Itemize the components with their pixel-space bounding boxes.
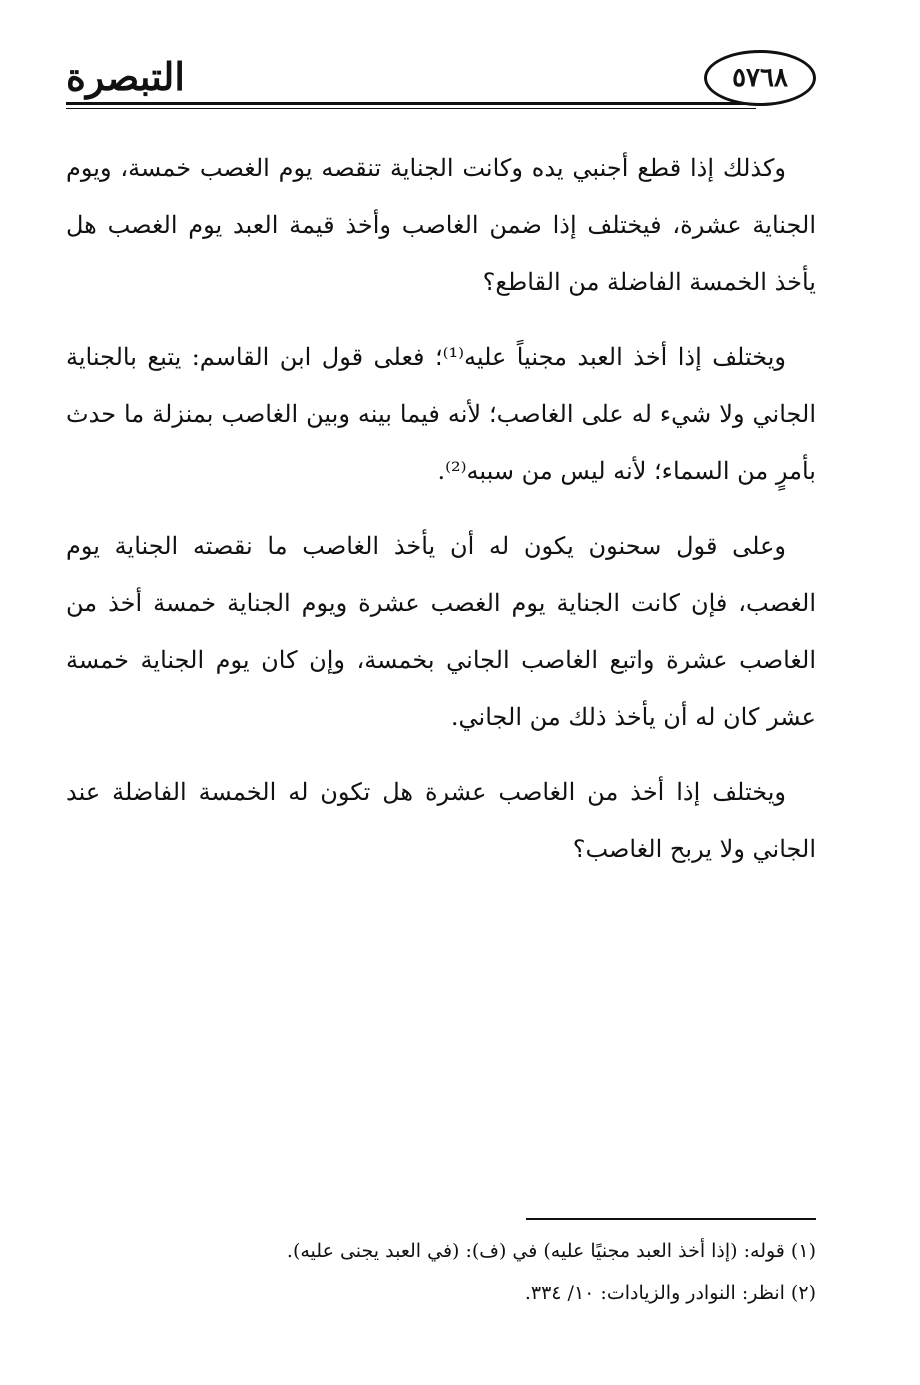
paragraph: وكذلك إذا قطع أجنبي يده وكانت الجناية تنقصه يوم الغصب خمسة، ويوم الجناية عشرة، فيختلف إذا ضمن الغاصب وأخذ قيمة العبد يوم الغصب هل يأخذ الخمسة الفاضلة من القاطع؟ bbox=[66, 154, 816, 296]
book-title: التبصرة bbox=[66, 54, 185, 99]
footnotes bbox=[66, 1218, 816, 1314]
paragraph: ويختلف إذا أخذ العبد مجنياً عليه⁽¹⁾؛ فعلى قول ابن القاسم: يتبع بالجناية الجاني ولا شيء له على الغاصب؛ لأنه فيما بينه وبين الغاصب بمنزلة ما حدث بأمرٍ من السماء؛ لأنه ليس من سببه⁽²⁾. bbox=[66, 343, 816, 485]
page-header bbox=[66, 50, 816, 120]
footnote: (١) قوله: (إذا أخذ العبد مجنيًا عليه) في (ف): (في العبد يجنى عليه). bbox=[286, 1240, 816, 1262]
header-rule-thin bbox=[66, 108, 756, 109]
header-rule bbox=[66, 102, 756, 105]
paragraph: وعلى قول سحنون يكون له أن يأخذ الغاصب ما نقصته الجناية يوم الغصب، فإن كانت الجناية يوم الغصب عشرة ويوم الجناية خمسة أخذ من الغاصب عشرة واتبع الغاصب الجاني بخمسة، وإن كان يوم الجناية خمسة عشر كان له أن يأخذ ذلك من الجاني. bbox=[66, 532, 816, 731]
paragraph: ويختلف إذا أخذ من الغاصب عشرة هل تكون له الخمسة الفاضلة عند الجاني ولا يربح الغاصب؟ bbox=[66, 778, 816, 863]
page-number: ٥٧٦٨ bbox=[704, 50, 816, 106]
footnote-rule bbox=[526, 1218, 816, 1220]
main-text bbox=[66, 140, 816, 896]
footnote: (٢) انظر: النوادر والزيادات: ١٠/ ٣٣٤. bbox=[524, 1282, 816, 1304]
